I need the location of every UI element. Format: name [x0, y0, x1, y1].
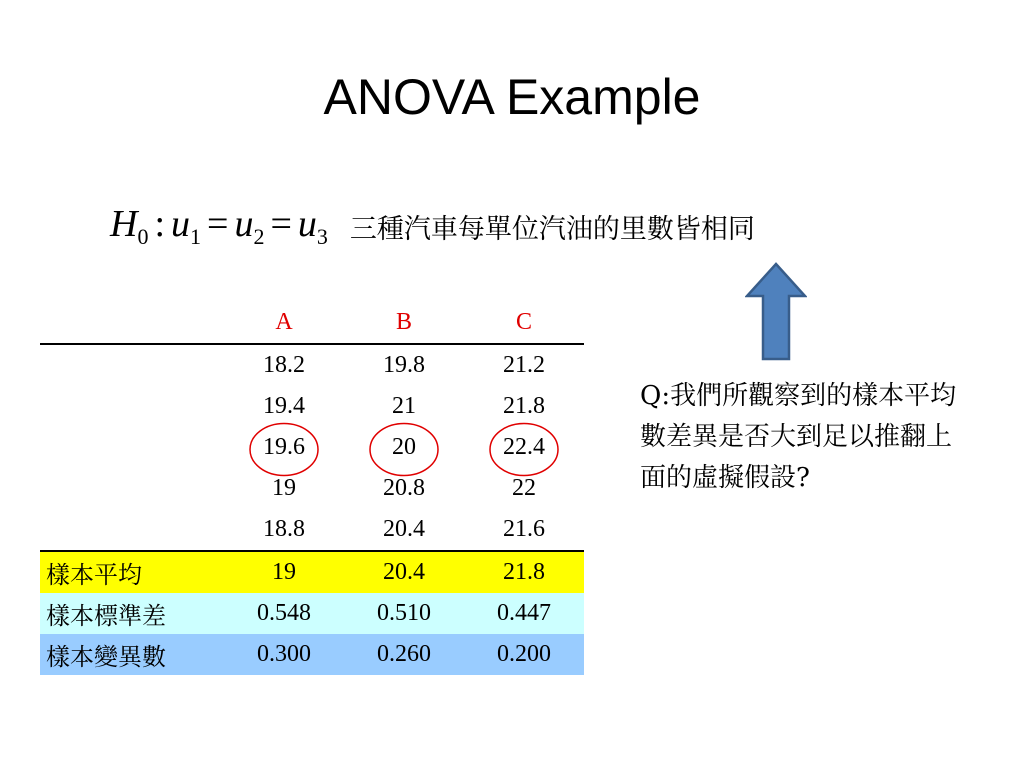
table-cell: 19.4: [263, 393, 305, 419]
table-cell: 19.8: [383, 352, 425, 378]
slide-title: ANOVA Example: [323, 69, 701, 125]
data-table: [40, 302, 584, 675]
null-hypothesis-formula: $H_0$ : $u_1 = u_2 = u_3$: [110, 203, 328, 249]
table-cell: 19: [272, 475, 296, 501]
table-row: [40, 427, 584, 468]
table-row: [40, 468, 584, 509]
stat-label: 樣本變異數: [40, 634, 224, 675]
table-cell: 22: [512, 475, 536, 501]
table-cell: 18.2: [263, 352, 305, 378]
stat-value: 0.510: [344, 593, 464, 634]
stat-row: [40, 593, 584, 634]
table-cell: 20: [392, 434, 416, 460]
column-header-A: A: [224, 302, 344, 344]
hypothesis: [110, 196, 755, 256]
up-arrow-icon: [745, 262, 807, 362]
column-header-B: B: [344, 302, 464, 344]
stat-value: 0.300: [224, 634, 344, 675]
stat-row: [40, 551, 584, 593]
table-cell: 20.4: [344, 509, 464, 551]
row-blank-cell: [40, 468, 224, 509]
table-cell: 20.8: [383, 475, 425, 501]
stat-row: [40, 634, 584, 675]
table-row: [40, 344, 584, 386]
table-row: [40, 386, 584, 427]
column-header-C: C: [464, 302, 584, 344]
stat-value: 21.8: [464, 551, 584, 593]
table-cell: 22.4: [503, 434, 545, 460]
table-cell: 21.2: [503, 352, 545, 378]
table-cell: 19.6: [263, 434, 305, 460]
row-blank-cell: [40, 427, 224, 468]
row-blank-cell: [40, 344, 224, 386]
stat-value: 0.447: [464, 593, 584, 634]
stat-value: 0.260: [344, 634, 464, 675]
stat-value: 0.200: [464, 634, 584, 675]
stat-value: 19: [224, 551, 344, 593]
stat-label: 樣本平均: [40, 551, 224, 593]
row-blank-cell: [40, 386, 224, 427]
table-cell: 18.8: [224, 509, 344, 551]
header-blank-cell: [40, 302, 224, 344]
stat-value: 20.4: [344, 551, 464, 593]
table-header-row: [40, 302, 584, 344]
table-cell: 21.8: [503, 393, 545, 419]
stat-value: 0.548: [224, 593, 344, 634]
stat-label: 樣本標準差: [40, 593, 224, 634]
row-blank-cell: [40, 509, 224, 551]
table-cell: 21.6: [464, 509, 584, 551]
hypothesis-text: 三種汽車每單位汽油的里數皆相同: [349, 213, 755, 245]
table-row: [40, 509, 584, 551]
question-text: Q:我們所觀察到的樣本平均數差異是否大到足以推翻上面的虛擬假設?: [640, 381, 957, 493]
table-cell: 21: [392, 393, 416, 419]
